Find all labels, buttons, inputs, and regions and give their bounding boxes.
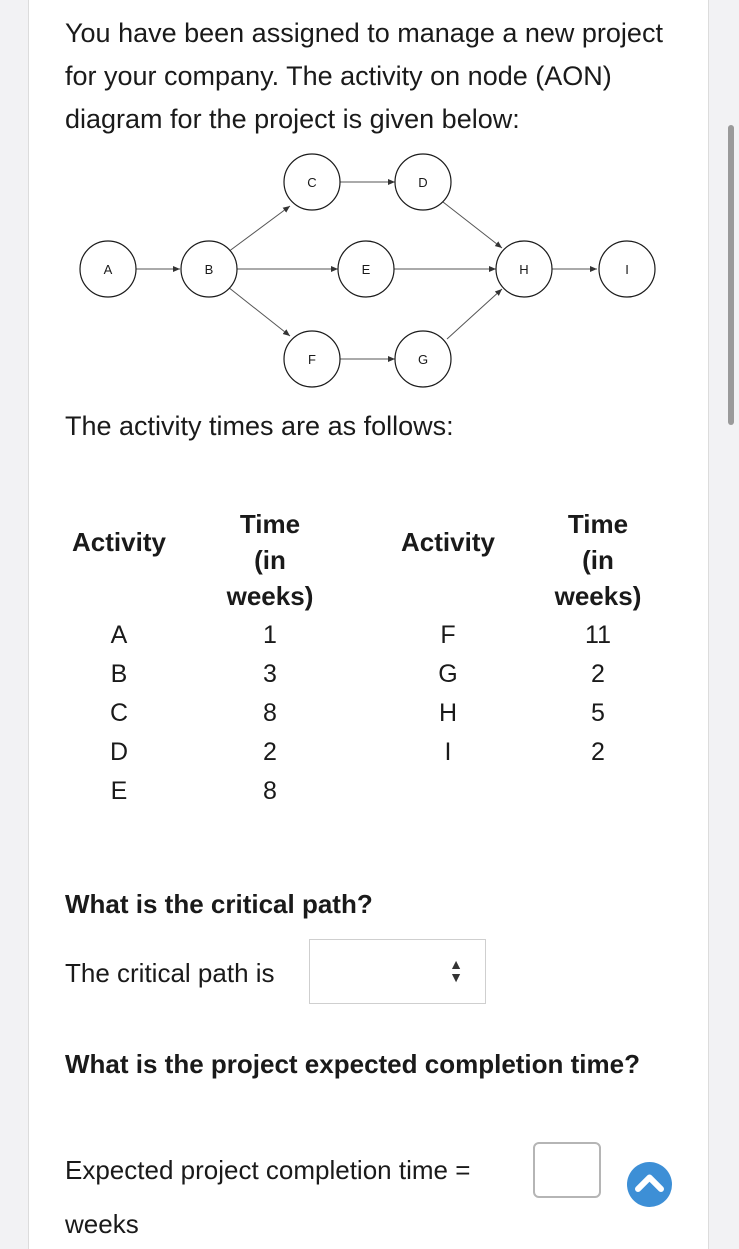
header-time-line1: Time bbox=[567, 509, 629, 539]
activity-column-left bbox=[89, 616, 149, 811]
node-label-c: C bbox=[307, 175, 317, 190]
edge-g-h bbox=[447, 289, 502, 339]
table-cell: 11 bbox=[585, 621, 611, 649]
question-critical-path: What is the critical path? bbox=[65, 889, 373, 919]
table-cell: H bbox=[438, 699, 458, 727]
node-label-a: A bbox=[103, 262, 113, 277]
chevron-up-icon bbox=[627, 1162, 672, 1207]
header-time-line3: weeks) bbox=[226, 581, 314, 611]
node-label-g: G bbox=[417, 352, 429, 367]
header-time-line2: (in bbox=[254, 545, 286, 575]
intro-text: You have been assigned to manage a new project for your company. The activity on node (AON) diagram for the project is given below: bbox=[65, 18, 663, 134]
table-cell: E bbox=[110, 777, 128, 805]
table-cell: 2 bbox=[591, 660, 605, 688]
updown-arrows-icon: ▲ ▼ bbox=[449, 956, 463, 985]
node-label-i: I bbox=[625, 262, 629, 277]
activity-column-right bbox=[418, 616, 478, 772]
completion-time-label: Expected project completion time = bbox=[65, 1155, 471, 1185]
node-label-d: D bbox=[418, 175, 428, 190]
edge-d-h bbox=[443, 202, 502, 248]
edge-b-c bbox=[228, 206, 290, 252]
weeks-unit-label: weeks bbox=[65, 1209, 139, 1239]
table-cell: A bbox=[110, 621, 128, 649]
table-cell: 1 bbox=[263, 621, 277, 649]
table-cell: 2 bbox=[591, 738, 605, 766]
header-time-right bbox=[543, 506, 653, 614]
table-cell: 5 bbox=[591, 699, 605, 727]
time-column-left bbox=[240, 616, 300, 811]
table-cell: 2 bbox=[263, 738, 277, 766]
edge-b-f bbox=[228, 287, 290, 336]
question-completion-time: What is the project expected completion time? bbox=[65, 1049, 640, 1079]
table-cell: G bbox=[438, 660, 458, 688]
table-cell: C bbox=[109, 699, 129, 727]
node-label-h: H bbox=[519, 262, 529, 277]
node-label-f: F bbox=[308, 352, 316, 367]
critical-path-select[interactable] bbox=[309, 939, 486, 1004]
completion-time-input[interactable] bbox=[533, 1142, 601, 1198]
aon-diagram bbox=[0, 150, 739, 400]
node-label-e: E bbox=[361, 262, 371, 277]
header-time-left bbox=[215, 506, 325, 614]
table-cell: 8 bbox=[263, 777, 277, 805]
times-intro-text: The activity times are as follows: bbox=[65, 411, 454, 441]
header-time-line2: (in bbox=[582, 545, 614, 575]
time-column-right bbox=[568, 616, 628, 772]
table-cell: D bbox=[109, 738, 129, 766]
table-cell: 8 bbox=[263, 699, 277, 727]
table-cell: F bbox=[440, 621, 456, 649]
header-activity-right: Activity bbox=[401, 527, 495, 557]
table-cell: B bbox=[110, 660, 128, 688]
table-cell: I bbox=[444, 738, 452, 766]
header-time-line1: Time bbox=[239, 509, 301, 539]
header-time-line3: weeks) bbox=[554, 581, 642, 611]
scroll-to-top-button[interactable] bbox=[627, 1162, 672, 1207]
critical-path-label: The critical path is bbox=[65, 958, 275, 988]
node-label-b: B bbox=[204, 262, 214, 277]
table-cell: 3 bbox=[263, 660, 277, 688]
header-activity-left: Activity bbox=[72, 527, 166, 557]
